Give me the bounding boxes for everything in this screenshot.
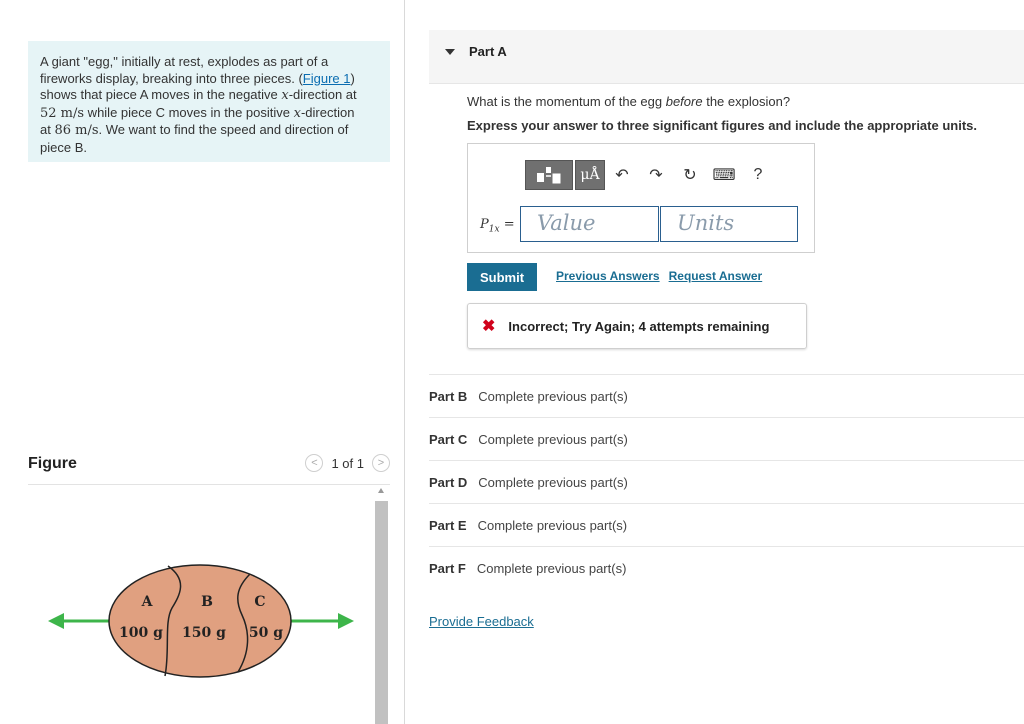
figure-header xyxy=(28,452,390,485)
part-label: Part D xyxy=(429,474,468,490)
math-toolbar xyxy=(525,159,775,191)
figure-count: 1 of 1 xyxy=(331,455,364,471)
prev-figure-button[interactable]: < xyxy=(305,454,323,472)
figure-title: Figure xyxy=(28,455,77,472)
problem-text: while piece C moves in the positive xyxy=(84,104,294,120)
feedback-text: Incorrect; Try Again; 4 attempts remaining xyxy=(508,318,770,334)
piece-c-letter: C xyxy=(254,594,266,610)
part-d-row xyxy=(429,460,1024,503)
instruction-text: Express your answer to three significant figures and include the appropriate units. xyxy=(467,118,977,133)
part-a-label: Part A xyxy=(469,44,507,59)
part-e-row xyxy=(429,503,1024,546)
question-em: before xyxy=(665,94,703,109)
problem-text: piece B. xyxy=(40,139,87,155)
speed-a: 52 m/s xyxy=(40,105,85,121)
undo-icon[interactable]: ↶ xyxy=(615,167,629,184)
part-f-row xyxy=(429,546,1024,589)
problem-text: fireworks display, breaking into three pieces. ( xyxy=(40,70,303,86)
figure-link[interactable]: Figure 1 xyxy=(302,70,351,86)
variable-label: $P_{1x}$ = xyxy=(480,217,515,235)
problem-text: shows that piece A moves in the negative xyxy=(40,87,282,102)
part-label: Part B xyxy=(429,388,468,404)
redo-icon[interactable]: ↷ xyxy=(649,167,663,184)
arrow-left-head xyxy=(48,613,64,629)
next-figure-button[interactable]: > xyxy=(372,454,390,472)
part-status: Complete previous part(s) xyxy=(478,431,628,447)
arrow-right-head xyxy=(338,613,354,629)
units-button[interactable]: μÅ xyxy=(575,160,605,190)
part-label: Part F xyxy=(429,560,466,576)
answer-links xyxy=(556,269,771,283)
previous-answers-link[interactable]: Previous Answers xyxy=(556,269,660,283)
problem-text: at xyxy=(40,122,55,137)
problem-text: . We want to find the speed and direction of xyxy=(98,122,349,137)
figure-pager xyxy=(305,454,390,472)
piece-c-mass: 50 g xyxy=(248,625,284,641)
piece-b-mass: 150 g xyxy=(182,625,226,641)
problem-text: -direction xyxy=(300,104,355,120)
submit-button[interactable]: Submit xyxy=(467,263,537,291)
value-input[interactable]: Value xyxy=(520,206,659,242)
provide-feedback-link[interactable]: Provide Feedback xyxy=(429,614,534,629)
part-b-row xyxy=(429,374,1024,417)
problem-statement xyxy=(28,41,390,162)
part-status: Complete previous part(s) xyxy=(478,474,628,490)
problem-text: -direction at xyxy=(288,87,357,102)
problem-text: ) xyxy=(350,70,355,86)
units-input[interactable]: Units xyxy=(660,206,798,242)
feedback-box xyxy=(467,303,807,349)
part-status: Complete previous part(s) xyxy=(478,388,628,404)
templates-icon xyxy=(534,165,564,185)
piece-a-letter: A xyxy=(141,594,153,610)
scroll-up-icon[interactable] xyxy=(378,488,384,493)
egg-figure xyxy=(40,560,360,690)
templates-button[interactable] xyxy=(525,160,573,190)
part-label: Part E xyxy=(429,517,467,533)
egg-body xyxy=(109,565,291,677)
scroll-thumb[interactable] xyxy=(375,501,388,724)
part-status: Complete previous part(s) xyxy=(476,560,627,576)
question-text xyxy=(467,94,790,109)
incorrect-x-icon: ✖ xyxy=(482,318,496,335)
piece-a-mass: 100 g xyxy=(119,625,163,641)
part-a-header[interactable] xyxy=(429,30,1024,84)
answer-box xyxy=(467,143,815,253)
part-status: Complete previous part(s) xyxy=(477,517,628,533)
part-c-row xyxy=(429,417,1024,460)
request-answer-link[interactable]: Request Answer xyxy=(668,269,763,283)
part-label: Part C xyxy=(429,431,468,447)
collapse-triangle-icon[interactable] xyxy=(445,49,455,55)
math-x: x xyxy=(281,88,289,103)
question-post: the explosion? xyxy=(702,94,791,109)
right-panel xyxy=(405,0,1024,724)
left-panel xyxy=(0,0,405,724)
help-icon[interactable]: ? xyxy=(753,166,763,183)
piece-b-letter: B xyxy=(201,594,213,610)
figure-scrollbar[interactable] xyxy=(375,488,388,724)
keyboard-icon[interactable]: ⌨ xyxy=(712,167,736,184)
reset-icon[interactable]: ↻ xyxy=(683,167,697,184)
speed-c: 86 m/s xyxy=(54,123,99,138)
problem-text: A giant "egg," initially at rest, explodes as part of a xyxy=(40,54,329,69)
math-x: x xyxy=(293,105,301,121)
question-pre: What is the momentum of the egg xyxy=(467,94,666,109)
